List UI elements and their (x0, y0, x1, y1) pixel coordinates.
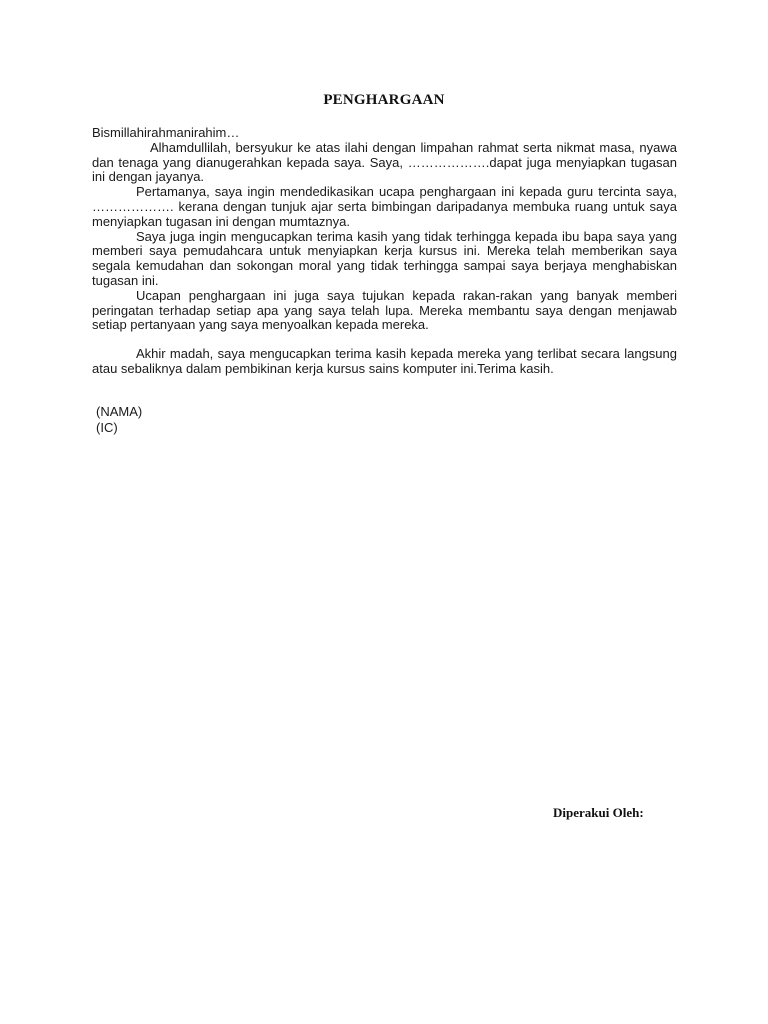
paragraph-closing: Akhir madah, saya mengucapkan terima kasih kepada mereka yang terlibat secara langsung atau sebaliknya dalam pembikinan kerja kursus sains komputer ini.Terima kasih. (92, 346, 677, 376)
paragraph-gratitude: Alhamdullilah, bersyukur ke atas ilahi dengan limpahan rahmat serta nikmat masa, nyawa dan tenaga yang dianugerahkan kepada saya. Saya, ……………….dapat juga menyiapkan tugasan ini dengan jayanya. (92, 139, 677, 185)
signature-ic: (IC) (96, 419, 118, 435)
signature-block (96, 404, 142, 435)
paragraph-teacher: Pertamanya, saya ingin mendedikasikan ucapa penghargaan ini kepada guru tercinta saya, ………………. kerana dengan tunjuk ajar serta bimbingan daripadanya membuka ruang untuk saya menyiapkan tugasan ini dengan mumtaznya. (92, 184, 677, 229)
paragraph-friends: Ucapan penghargaan ini juga saya tujukan kepada rakan-rakan yang banyak memberi peringatan terhadap setiap apa yang saya telah lupa. Mereka membantu saya dengan menjawab setiap pertanyaan yang saya menyoalkan kepada mereka. (92, 287, 677, 333)
approved-by-label: Diperakui Oleh: (553, 805, 644, 820)
page-title: PENGHARGAAN (323, 92, 445, 108)
greeting-text: Bismillahirahmanirahim… (92, 125, 240, 140)
signature-name: (NAMA) (96, 404, 143, 419)
paragraph-parents: Saya juga ingin mengucapkan terima kasih yang tidak terhingga kepada ibu bapa saya yang memberi saya pemudahcara untuk menyiapkan kerja kursus ini. Mereka telah memberikan saya segala kemudahan dan sokongan moral yang tidak terhingga sampai saya berjaya menghabiskan tugasan ini. (92, 228, 677, 288)
document-body (92, 126, 677, 377)
